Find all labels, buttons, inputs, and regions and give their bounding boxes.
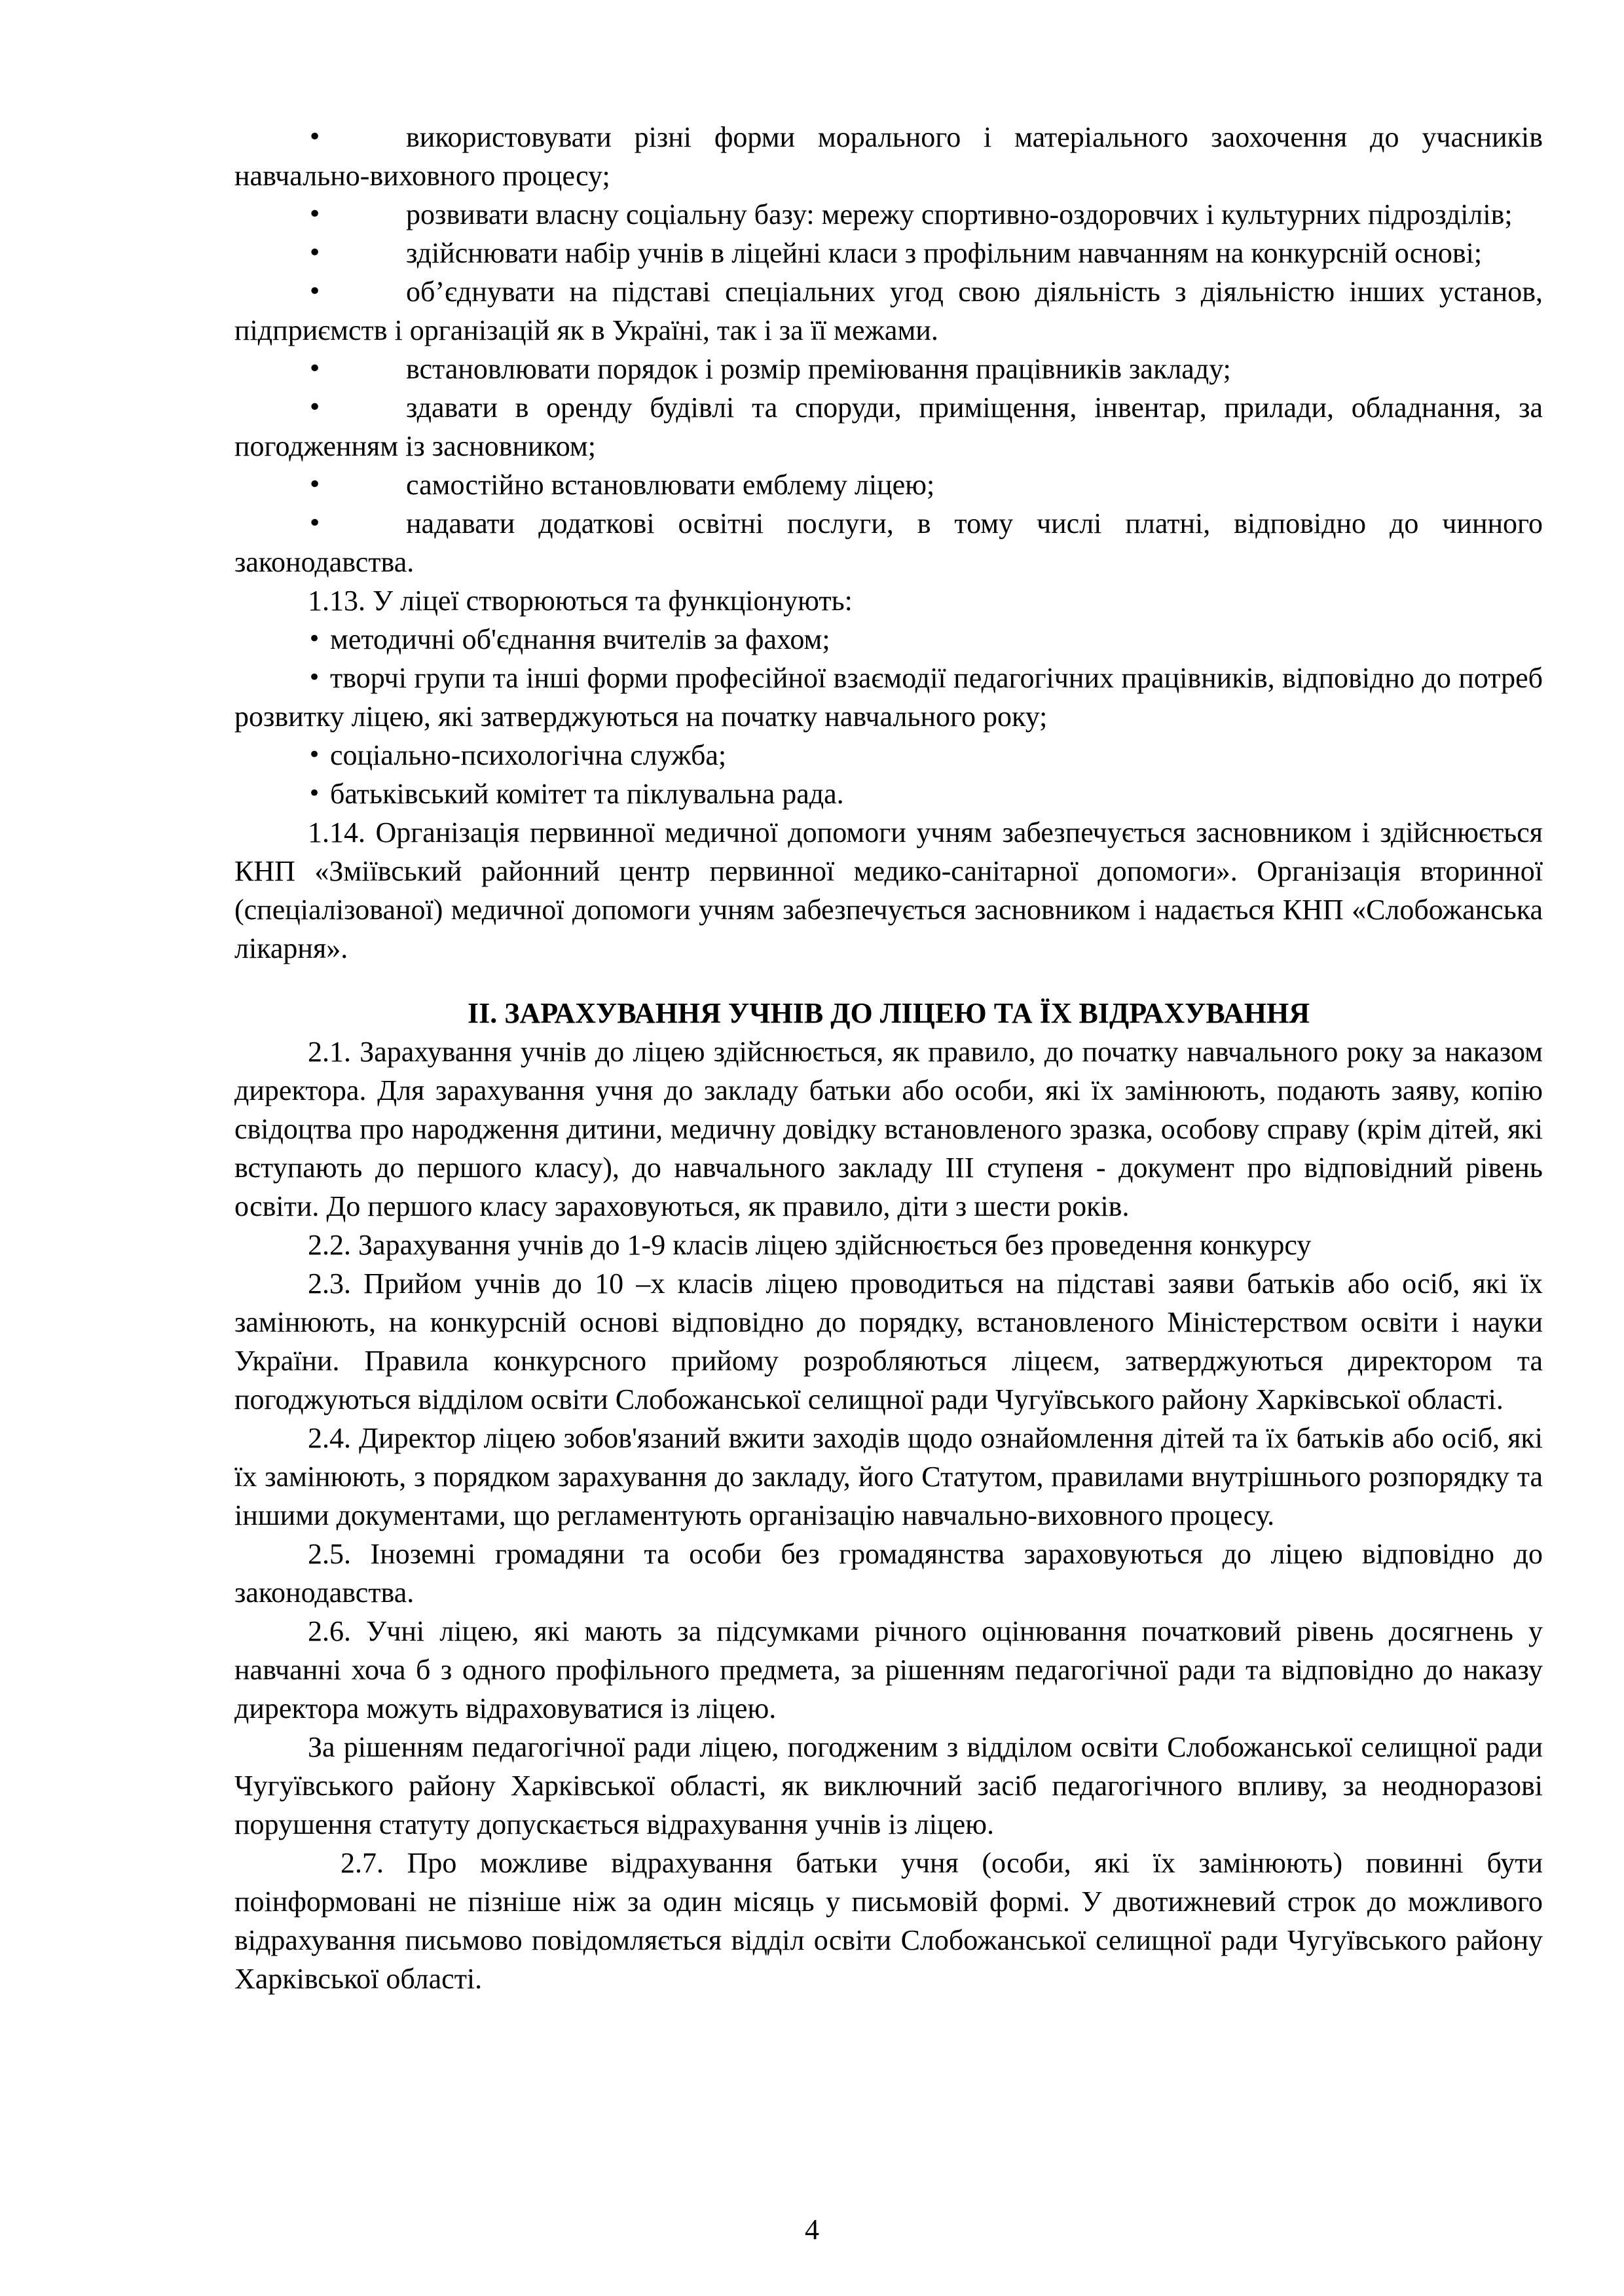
page-content [234, 118, 1543, 1998]
bullet-item-7: • самостійно встановлювати емблему ліцею; [234, 465, 1543, 504]
page-number: 4 [805, 2214, 819, 2246]
paragraph-1-13: 1.13. У ліцеї створюються та функціонують: [308, 585, 853, 617]
bullet-item-2: • розвивати власну соціальну базу: мережу спортивно-оздоровчих і культурних підрозділів; [234, 195, 1543, 234]
paragraph-2-6-continued: За рішенням педагогічної ради ліцею, погодженим з відділом освіти Слобожанської селищної ради Чугуївського району Харківської області, як виключний засіб педагогічного впливу, за неодноразові порушення статуту допускається відрахування учнів із ліцею. [234, 1731, 1543, 1840]
bullet-item-3: • здійснювати набір учнів в ліцейні класи з профільним навчанням на конкурсній основі; [234, 234, 1543, 272]
structure-bullet-2: • творчі групи та інші форми професійної взаємодії педагогічних працівників, відповідно до потреб розвитку ліцею, які затверджуються на початку навчального року; [234, 659, 1543, 736]
paragraph-2-7: 2.7. Про можливе відрахування батьки учня (особи, які їх замінюють) повинні бути поінформовані не пізніше ніж за один місяць у письмовій формі. У двотижневий строк до можливого відрахування письмово повідомляється відділ освіти Слобожанської селищної ради Чугуївського району Харківської області. [234, 1847, 1543, 1995]
paragraph-2-6: 2.6. Учні ліцею, які мають за підсумками річного оцінювання початковий рівень досягнень у навчанні хоча б з одного профільного предмета, за рішенням педагогічної ради та відповідно до наказу директора можуть відраховуватися із ліцею. [234, 1615, 1543, 1724]
structure-bullet-3: • соціально-психологічна служба; [234, 736, 1543, 774]
paragraph-2-2: 2.2. Зарахування учнів до 1-9 класів ліцею здійснюється без проведення конкурсу [308, 1229, 1312, 1261]
bullet-item-5: • встановлювати порядок і розмір преміювання працівників закладу; [234, 350, 1543, 388]
paragraph-2-1: 2.1. Зарахування учнів до ліцею здійснюється, як правило, до початку навчального року за наказом директора. Для зарахування учня до закладу батьки або особи, які їх замінюють, подають заяву, копію свідоцтва про народження дитини, медичну довідку встановленого зразка, особову справу (крім дітей, які вступають до першого класу), до навчального закладу ІІІ ступеня - документ про відповідний рівень освіти. До першого класу зараховуються, як правило, діти з шести років. [234, 1036, 1543, 1222]
bullet-item-8: • надавати додаткові освітні послуги, в тому числі платні, відповідно до чинного законодавства. [234, 504, 1543, 581]
structure-bullet-1: • методичні об'єднання вчителів за фахом; [234, 620, 1543, 659]
bullet-item-6: • здавати в оренду будівлі та споруди, приміщення, інвентар, прилади, обладнання, за погодженням із засновником; [234, 388, 1543, 465]
paragraph-1-14: 1.14. Організація первинної медичної допомоги учням забезпечується засновником і здійснюється КНП «Зміївський районний центр первинної медико-санітарної допомоги». Організація вторинної (спеціалізованої) медичної допомоги учням забезпечується засновником і надається КНП «Слобожанська лікарня». [234, 816, 1543, 964]
bullet-item-1: • використовувати різні форми морального і матеріального заохочення до учасників навчально-виховного процесу; [234, 118, 1543, 195]
paragraph-2-4: 2.4. Директор ліцею зобов'язаний вжити заходів щодо ознайомлення дітей та їх батьків або осіб, які їх замінюють, з порядком зарахування до закладу, його Статутом, правилами внутрішнього розпорядку та іншими документами, що регламентують організацію навчально-виховного процесу. [234, 1422, 1543, 1531]
bullet-item-4: • об’єднувати на підставі спеціальних угод свою діяльність з діяльністю інших установ, підприємств і організацій як в Україні, так і за її межами. [234, 272, 1543, 350]
paragraph-2-5: 2.5. Іноземні громадяни та особи без громадянства зараховуються до ліцею відповідно до законодавства. [234, 1538, 1543, 1609]
paragraph-2-3: 2.3. Прийом учнів до 10 –х класів ліцею проводиться на підставі заяви батьків або осіб, які їх замінюють, на конкурсній основі відповідно до порядку, встановленого Міністерством освіти і науки України. Правила конкурсного прийому розробляються ліцеєм, затверджуються директором та погоджуються відділом освіти Слобожанської селищної ради Чугуївського району Харківської області. [234, 1267, 1543, 1415]
structure-bullet-4: • батьківський комітет та піклувальна рада. [234, 774, 1543, 813]
section-heading: ІІ. ЗАРАХУВАННЯ УЧНІВ ДО ЛІЦЕЮ ТА ЇХ ВІДРАХУВАННЯ [468, 997, 1310, 1029]
